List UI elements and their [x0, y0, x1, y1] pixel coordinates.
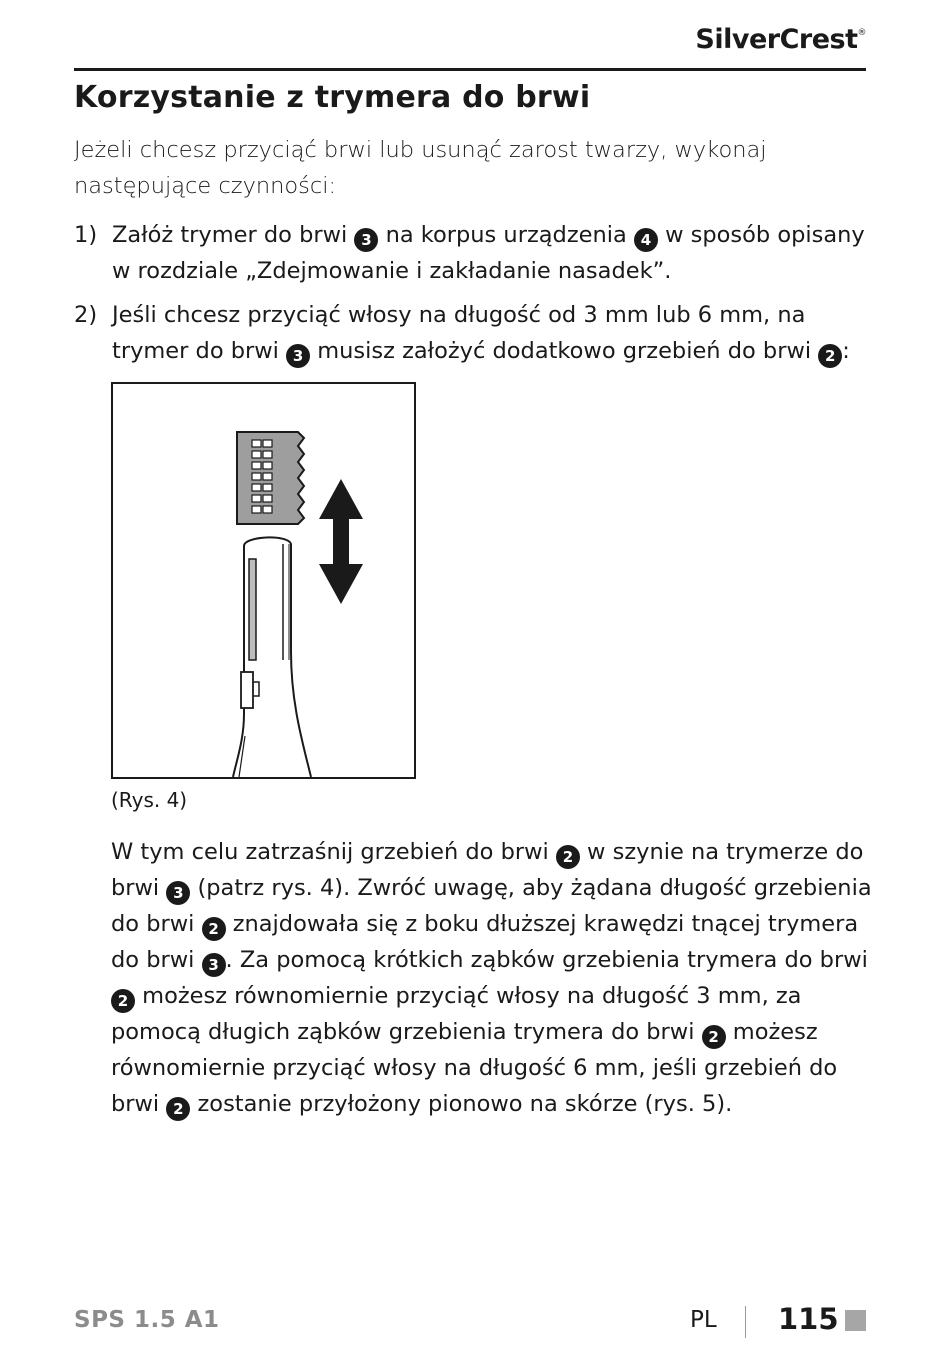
text-run: (patrz rys. 4). Zwróć uwagę, aby żądana długość grzebienia do brwi — [111, 875, 872, 937]
footer-language: PL — [690, 1307, 717, 1333]
text-run: Jeśli chcesz przyciąć włosy na długość od 3 mm lub 6 mm, na trymer do brwi — [112, 302, 806, 364]
text-run: w sposób opisany w rozdziale „Zdejmowanie i zakładanie nasadek”. — [112, 222, 865, 284]
ref-number-badge: 4 — [634, 228, 658, 252]
figure-illustration — [111, 382, 416, 779]
section-title: Korzystanie z trymera do brwi — [74, 80, 591, 115]
ref-number-badge: 2 — [111, 989, 135, 1013]
page-number: 115 — [778, 1302, 839, 1336]
ref-number-badge: 2 — [556, 845, 580, 869]
trimmer-illustration — [113, 384, 414, 777]
body-paragraph — [111, 834, 891, 1122]
text-run: możesz równomiernie przyciąć włosy na długość 6 mm, jeśli grzebień do brwi — [111, 1019, 838, 1117]
ref-number-badge: 2 — [818, 344, 842, 368]
step-text — [112, 217, 874, 289]
footer-model: SPS 1.5 A1 — [74, 1307, 220, 1333]
ref-number-badge: 3 — [354, 228, 378, 252]
text-run: znajdowała się z boku dłuższej krawędzi tnącej trymera do brwi — [111, 911, 859, 973]
text-run: w szynie na trymerze do brwi — [111, 839, 864, 901]
header-rule — [74, 68, 866, 71]
step-number: 2) — [74, 302, 98, 328]
text-run: zostanie przyłożony pionowo na skórze (rys. 5). — [190, 1091, 733, 1117]
intro-text: Jeżeli chcesz przyciąć brwi lub usunąć zarost twarzy, wykonaj następujące czynności: — [74, 137, 767, 199]
ref-number-badge: 2 — [202, 917, 226, 941]
step-2 — [74, 297, 874, 369]
text-run: Załóż trymer do brwi — [112, 222, 355, 248]
registered-mark: ® — [857, 28, 866, 38]
up-down-arrow-icon — [319, 479, 363, 604]
ref-number-badge: 3 — [202, 953, 226, 977]
text-run: na korpus urządzenia — [378, 222, 634, 248]
eyebrow-comb-icon — [237, 432, 304, 524]
step-1 — [74, 217, 874, 289]
text-run: musisz założyć dodatkowo grzebień do brwi — [310, 338, 819, 364]
text-run: W tym celu zatrzaśnij grzebień do brwi — [111, 839, 556, 865]
step-text — [112, 297, 874, 369]
figure-caption: (Rys. 4) — [111, 788, 188, 812]
ref-number-badge: 3 — [166, 881, 190, 905]
text-run: . Za pomocą krótkich ząbków grzebienia trymera do brwi — [225, 947, 868, 973]
step-number: 1) — [74, 222, 98, 248]
ref-number-badge: 2 — [702, 1025, 726, 1049]
brand-name: SilverCrest — [695, 24, 858, 55]
footer-square-icon — [845, 1310, 866, 1331]
brand-logo — [695, 24, 866, 55]
footer-divider — [745, 1306, 746, 1338]
ref-number-badge: 3 — [286, 344, 310, 368]
text-run: : — [842, 338, 850, 364]
trimmer-body-icon — [233, 537, 311, 777]
ref-number-badge: 2 — [166, 1097, 190, 1121]
text-run: możesz równomiernie przyciąć włosy na długość 3 mm, za pomocą długich ząbków grzebienia trymera do brwi — [111, 983, 802, 1045]
